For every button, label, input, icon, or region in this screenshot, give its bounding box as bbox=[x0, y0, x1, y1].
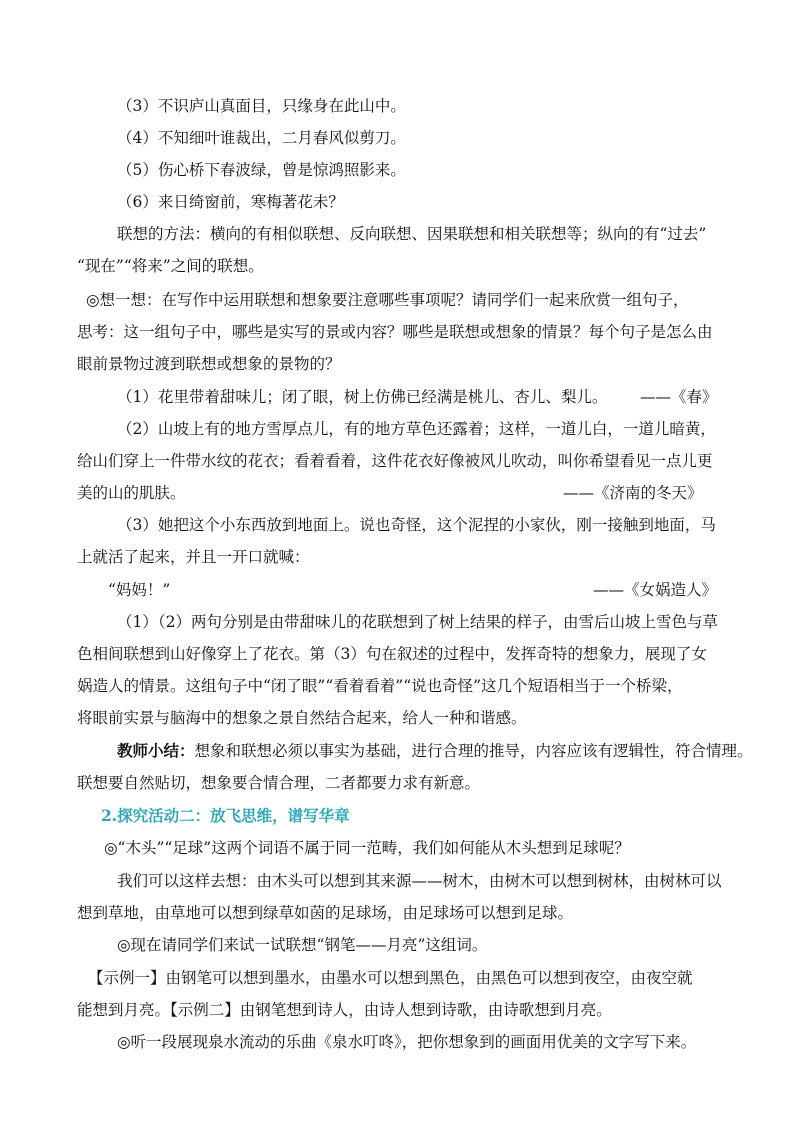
pen-moon-prompt: ◎现在请同学们来试一试联想“钢笔——月亮”这组词。 bbox=[117, 936, 488, 954]
teacher-summary-text: 想象和联想必须以事实为基础，进行合理的推导，内容应该有逻辑性，符合情理。 bbox=[194, 742, 753, 760]
example-3-line-3: “妈妈！” bbox=[108, 581, 171, 599]
teacher-summary-line-1 bbox=[117, 741, 753, 761]
example-3-source: ——《女娲造人》 bbox=[593, 581, 718, 599]
poem-line-6: （6）来日绮窗前，寒梅著花未？ bbox=[117, 193, 344, 211]
example-2-line-2: 给山们穿上一件带水纹的花衣；看着看着，这件花衣好像被风儿吹动，叫你希望看见一点儿更 bbox=[77, 452, 713, 470]
pen-moon-example-line-1: 【示例一】由钢笔可以想到墨水，由墨水可以想到黑色，由黑色可以想到夜空，由夜空就 bbox=[88, 969, 693, 987]
poem-line-3: （3）不识庐山真面目，只缘身在此山中。 bbox=[117, 97, 406, 115]
method-paragraph-line-2: “现在”“将来”之间的联想。 bbox=[77, 257, 264, 275]
analysis-line-2: 色相间联想到山好像穿上了花衣。第（3）句在叙述的过程中，发挥奇特的想象力，展现了女 bbox=[77, 645, 707, 663]
wood-football-answer-line-2: 想到草地，由草地可以想到绿草如茵的足球场，由足球场可以想到足球。 bbox=[77, 904, 574, 922]
pen-moon-example-line-2: 能想到月亮。【示例二】由钢笔想到诗人，由诗人想到诗歌，由诗歌想到月亮。 bbox=[77, 1001, 612, 1019]
poem-line-4: （4）不知细叶谁裁出，二月春风似剪刀。 bbox=[117, 129, 406, 147]
poem-line-5: （5）伤心桥下春波绿，曾是惊鸿照影来。 bbox=[117, 161, 406, 179]
method-paragraph-line-1: 联想的方法：横向的有相似联想、反向联想、因果联想和相关联想等；纵向的有“过去” bbox=[117, 225, 707, 243]
think-paragraph-line-3: 眼前景物过渡到联想或想象的景物的？ bbox=[77, 355, 341, 373]
example-3-line-1: （3）她把这个小东西放到地面上。说也奇怪，这个泥捏的小家伙，刚一接触到地面，马 bbox=[117, 516, 716, 534]
example-1-source: ——《春》 bbox=[640, 388, 718, 406]
example-2-source: ——《济南的冬天》 bbox=[563, 484, 703, 502]
example-2-line-1: （2）山坡上有的地方雪厚点儿，有的地方草色还露着；这样，一道儿白，一道儿暗黄， bbox=[117, 420, 716, 438]
example-1-text: （1）花里带着甜味儿；闭了眼，树上仿佛已经满是桃儿、杏儿、梨儿。 bbox=[117, 388, 608, 406]
think-paragraph-line-2: 思考：这一组句子中，哪些是实写的景或内容？哪些是联想或想象的情景？每个句子是怎么由 bbox=[77, 323, 713, 341]
example-2-line-3: 美的山的肌肤。 bbox=[77, 484, 186, 502]
teacher-summary-line-2: 联想要自然贴切，想象要合情合理，二者都要力求有新意。 bbox=[77, 774, 481, 792]
teacher-summary-label: 教师小结： bbox=[117, 741, 195, 760]
wood-football-question: ◎“木头”“足球”这两个词语不属于同一范畴，我们如何能从木头想到足球呢？ bbox=[104, 839, 630, 857]
music-prompt: ◎听一段展现泉水流动的乐曲《泉水叮咚》，把你想象到的画面用优美的文字写下来。 bbox=[117, 1033, 697, 1051]
analysis-line-3: 娲造人的情景。这组句子中“闭了眼”“看着看着”“说也奇怪”这几个短语相当于一个桥梁， bbox=[77, 677, 683, 695]
section-heading: 2.探究活动二：放飞思维，谱写华章 bbox=[101, 806, 350, 825]
think-paragraph-line-1: ◎想一想：在写作中运用联想和想象要注意哪些事项呢？请同学们一起来欣赏一组句子， bbox=[86, 291, 689, 309]
analysis-line-4: 将眼前实景与脑海中的想象之景自然结合起来，给人一种和谐感。 bbox=[77, 709, 527, 727]
analysis-line-1: （1）（2）两句分别是由带甜味儿的花联想到了树上结果的样子，由雪后山坡上雪色与草 bbox=[117, 613, 718, 631]
example-3-line-2: 上就活了起来，并且一开口就喊： bbox=[77, 548, 310, 566]
wood-football-answer-line-1: 我们可以这样去想：由木头可以想到其来源——树木，由树木可以想到树林，由树林可以 bbox=[117, 872, 722, 890]
